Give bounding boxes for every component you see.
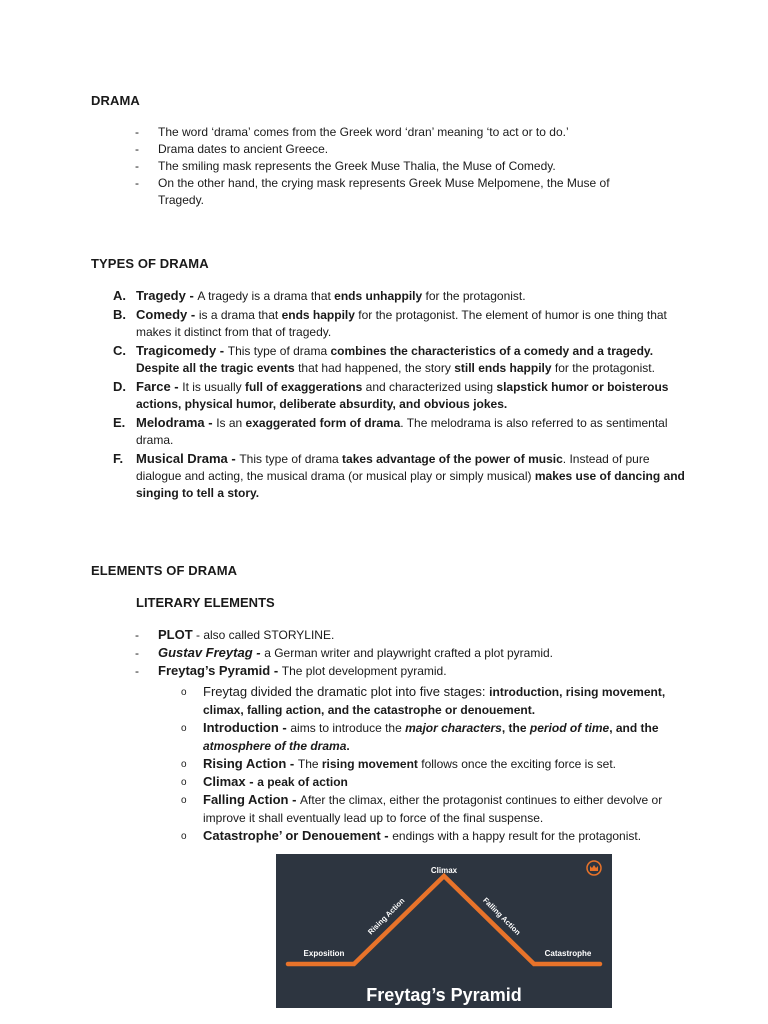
list-item: [135, 158, 628, 175]
list-item-text: Drama dates to ancient Greece.: [158, 142, 329, 156]
dash-bullet: -: [135, 628, 139, 642]
text-run: ,: [501, 721, 509, 735]
type-item: [113, 287, 696, 305]
text-run: makes use of dancing and singing to tell a story.: [136, 469, 685, 500]
elements-list: [135, 626, 698, 680]
label-falling-action: Falling Action: [481, 895, 523, 937]
stage-item: [181, 683, 693, 719]
list-item-text: The smiling mask represents the Greek Muse Thalia, the Muse of Comedy.: [158, 159, 556, 173]
list-item: [135, 124, 628, 141]
text-run: Farce -: [136, 379, 183, 394]
heading-drama: DRAMA: [91, 93, 140, 108]
list-item: [135, 626, 698, 644]
dash-bullet: -: [135, 159, 139, 173]
text-run: Rising Action -: [203, 756, 298, 771]
text-run: Freytag divided the dramatic plot into five stages:: [203, 684, 490, 699]
label-catastrophe: Catastrophe: [544, 949, 592, 958]
circle-bullet: o: [181, 777, 187, 788]
list-item: [135, 644, 698, 662]
type-item: [113, 414, 696, 449]
text-run: Musical Drama -: [136, 451, 240, 466]
drama-points: [135, 124, 628, 209]
heading-literary-elements: LITERARY ELEMENTS: [136, 595, 275, 610]
text-run: major characters: [405, 721, 502, 735]
heading-elements-of-drama: ELEMENTS OF DRAMA: [91, 563, 238, 578]
label-exposition: Exposition: [303, 949, 345, 958]
stage-item: [181, 755, 693, 773]
freytag-pyramid-figure: [276, 854, 612, 1008]
text-run: rising movement: [321, 757, 418, 771]
stage-item: [181, 719, 693, 755]
text-run: for the protagonist.: [422, 289, 526, 303]
circle-bullet: o: [181, 687, 187, 698]
text-run: .: [346, 739, 350, 753]
text-run: that had happened, the story: [294, 361, 455, 375]
text-run: a peak of action: [257, 775, 348, 789]
text-run: Comedy -: [136, 307, 199, 322]
text-run: aims to introduce the: [290, 721, 406, 735]
text-run: ends happily: [281, 308, 355, 322]
text-run: Falling Action -: [203, 792, 301, 807]
stage-item: [181, 791, 693, 827]
text-run: Tragicomedy -: [136, 343, 228, 358]
list-letter: D.: [113, 379, 126, 394]
dash-bullet: -: [135, 664, 139, 678]
text-run: exaggerated form of drama: [245, 416, 401, 430]
text-run: Freytag’s Pyramid -: [158, 663, 282, 678]
text-run: The: [297, 757, 322, 771]
text-run: combines the characteristics of a comedy and a tragedy. Despite all the tragic events: [136, 344, 654, 375]
text-run: for the protagonist. The element of humor is one thing that makes it distinct from that of tragedy.: [136, 308, 667, 339]
type-item: [113, 306, 696, 341]
text-run: Climax -: [203, 774, 258, 789]
text-run: Gustav Freytag -: [158, 645, 265, 660]
circle-bullet: o: [181, 831, 187, 842]
text-run: full of exaggerations: [244, 380, 363, 394]
dash-bullet: -: [135, 142, 139, 156]
text-run: still ends happily: [454, 361, 552, 375]
text-run: the: [508, 721, 530, 735]
text-run: It is usually: [182, 380, 245, 394]
text-run: Catastrophe’ or Denouement -: [203, 828, 393, 843]
dash-bullet: -: [135, 176, 139, 190]
text-run: atmosphere of the drama: [203, 739, 347, 753]
label-climax: Climax: [430, 866, 458, 875]
text-run: After the climax, either the protagonist continues to either devolve or improve it shall eventually lead up to force of the final suspense.: [203, 793, 663, 825]
type-item: [113, 378, 696, 413]
pyramid-diagram: [276, 854, 612, 1008]
circle-bullet: o: [181, 759, 187, 770]
text-run: Tragedy -: [136, 288, 198, 303]
heading-types-of-drama: TYPES OF DRAMA: [91, 256, 209, 271]
list-letter: E.: [113, 415, 126, 430]
dash-bullet: -: [135, 646, 139, 660]
text-run: This type of drama: [227, 344, 331, 358]
text-run: slapstick humor or boisterous actions, physical humor, deliberate absurdity, and obvious jokes.: [136, 380, 669, 411]
text-run: Melodrama -: [136, 415, 217, 430]
circle-bullet: o: [181, 723, 187, 734]
list-item: [135, 175, 628, 209]
text-run: takes advantage of the power of music: [342, 452, 563, 466]
text-run: is a drama that: [198, 308, 282, 322]
list-item-text: On the other hand, the crying mask represents Greek Muse Melpomene, the Muse of Tragedy.: [158, 176, 610, 207]
text-run: for the protagonist.: [551, 361, 655, 375]
figure-title: Freytag’s Pyramid: [366, 985, 522, 1005]
text-run: . Instead of pure dialogue and acting, the musical drama (or musical play or simply musical): [136, 452, 650, 483]
list-item: [135, 662, 698, 680]
text-run: and characterized using: [362, 380, 497, 394]
list-letter: A.: [113, 288, 126, 303]
text-run: a German writer and playwright crafted a plot pyramid.: [264, 646, 553, 660]
text-run: Is an: [216, 416, 246, 430]
types-list: [113, 287, 696, 503]
list-letter: B.: [113, 307, 126, 322]
stages-list: [181, 683, 693, 845]
list-item-text: The word ‘drama’ comes from the Greek word ‘dran’ meaning ‘to act or to do.’: [158, 125, 569, 139]
text-run: The plot development pyramid.: [281, 664, 447, 678]
text-run: period of time: [529, 721, 610, 735]
circle-bullet: o: [181, 795, 187, 806]
stage-item: [181, 827, 693, 845]
stage-item: [181, 773, 693, 791]
text-run: , and the: [609, 721, 659, 735]
text-run: - also called STORYLINE.: [192, 628, 335, 642]
dash-bullet: -: [135, 125, 139, 139]
type-item: [113, 450, 696, 502]
text-run: This type of drama: [239, 452, 343, 466]
text-run: endings with a happy result for the protagonist.: [392, 829, 642, 843]
list-letter: C.: [113, 343, 126, 358]
list-letter: F.: [113, 451, 124, 466]
list-item: [135, 141, 628, 158]
text-run: A tragedy is a drama that: [197, 289, 335, 303]
label-rising-action: Rising Action: [366, 896, 407, 937]
text-run: introduction, rising movement, climax, falling action, and the catastrophe or denouement.: [203, 685, 666, 717]
type-item: [113, 342, 696, 377]
text-run: ends unhappily: [334, 289, 423, 303]
text-run: follows once the exciting force is set.: [417, 757, 616, 771]
text-run: . The melodrama is also referred to as sentimental drama.: [136, 416, 668, 447]
text-run: PLOT: [158, 627, 193, 642]
text-run: Introduction -: [203, 720, 291, 735]
